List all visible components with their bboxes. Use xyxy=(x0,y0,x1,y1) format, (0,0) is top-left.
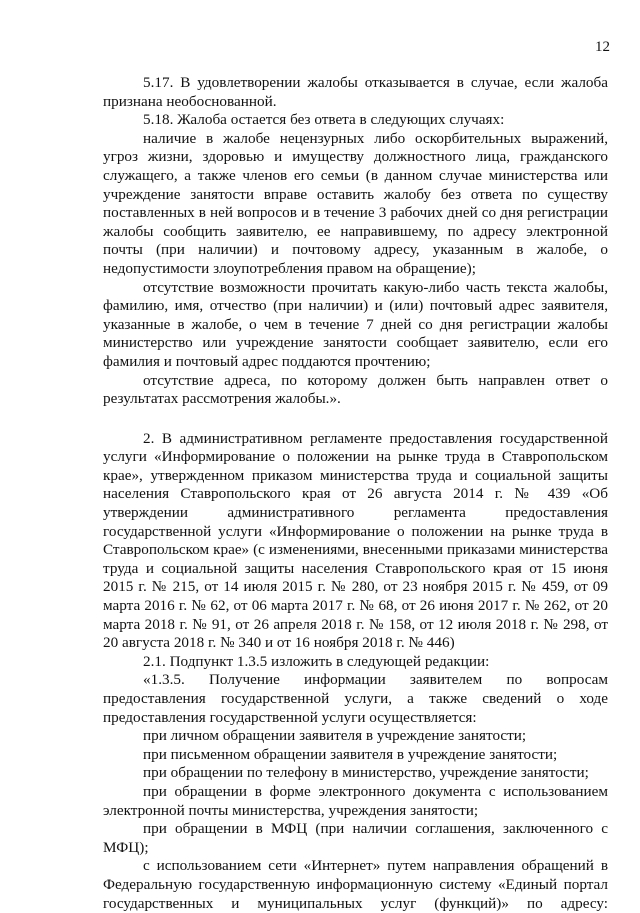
paragraph-2-1: 2.1. Подпункт 1.3.5 изложить в следующей редакции: xyxy=(143,652,490,670)
paragraph-unreadable-text: отсутствие возможности прочитать какую-либо часть текста жалобы, фамилию, имя, отчество (при наличии) и (или) почтовый адрес заявителя, указанные в жалобе, о чем в течение 7 дней со дня регистрации жалобы министерство или учреждение занятости сообщает заявителю, если его фамилия и почтовый адрес поддаются прочтению; xyxy=(103,278,608,370)
list-item-email-request: при обращении в форме электронного документа с использованием электронной почты министерства, учреждения занятости; xyxy=(103,782,608,819)
document-body xyxy=(103,74,608,913)
paragraph-5-17: 5.17. В удовлетворении жалобы отказывается в случае, если жалоба признана необоснованной. xyxy=(103,74,608,110)
list-item-personal-visit: при личном обращении заявителя в учреждение занятости; xyxy=(143,727,527,745)
section-gap xyxy=(103,409,608,430)
paragraph-1-3-5: «1.3.5. Получение информации заявителем по вопросам предоставления государственной услуги, а также сведений о ходе предоставления государственной услуги осуществляется: xyxy=(103,671,608,726)
paragraph-obscene-content: наличие в жалобе нецензурных либо оскорбительных выражений, угроз жизни, здоровью и имуществу должностного лица, гражданского служащего, а также членов его семьи (в данном случае министерства или учреждение занятости вправе оставить жалобу без ответа по существу поставленных в ней вопросов и в течение 3 рабочих дней со дня регистрации жалобы сообщить заявителю, ее направившему, по адресу электронной почты (при наличии) и почтовому адресу, указанным в жалобе, о недопустимости злоупотребления правом на обращение); xyxy=(103,129,608,277)
list-item-internet-request: с использованием сети «Интернет» путем направления обращений в Федеральную государственную информационную систему «Единый портал государственных и муниципальных услуг (функций)» по адресу: xyxy=(103,857,608,912)
paragraph-section-2: 2. В административном регламенте предоставления государственной услуги «Информирование о положении на рынке труда в Ставропольском крае», утвержденном приказом министерства труда и социальной защиты населения Ставропольского края от 26 августа 2014 г. № 439 «Об утверждении административного регламента предоставления государственной услуги «Информирование о положении на рынке труда в Ставропольском крае» (с изменениями, внесенными приказами министерства труда и социальной защиты населения Ставропольского края от 15 июня 2015 г. № 215, от 14 июля 2015 г. № 280, от 23 ноября 2015 г. № 459, от 09 марта 2016 г. № 62, от 06 марта 2017 г. № 68, от 26 июня 2017 г. № 262, от 20 марта 2018 г. № 91, от 26 апреля 2018 г. № 158, от 12 июля 2018 г. № 298, от 20 августа 2018 г. № 340 и от 16 ноября 2018 г. № 446) xyxy=(103,429,608,652)
list-item-phone-request: при обращении по телефону в министерство, учреждение занятости; xyxy=(143,764,589,782)
page-number: 12 xyxy=(595,39,610,55)
paragraph-no-address: отсутствие адреса, по которому должен быть направлен ответ о результатах рассмотрения жалобы.». xyxy=(103,371,608,408)
list-item-written-request: при письменном обращении заявителя в учреждение занятости; xyxy=(143,745,558,763)
paragraph-5-18: 5.18. Жалоба остается без ответа в следующих случаях: xyxy=(143,111,505,129)
list-item-mfc-request: при обращении в МФЦ (при наличии соглашения, заключенного с МФЦ); xyxy=(103,820,608,856)
